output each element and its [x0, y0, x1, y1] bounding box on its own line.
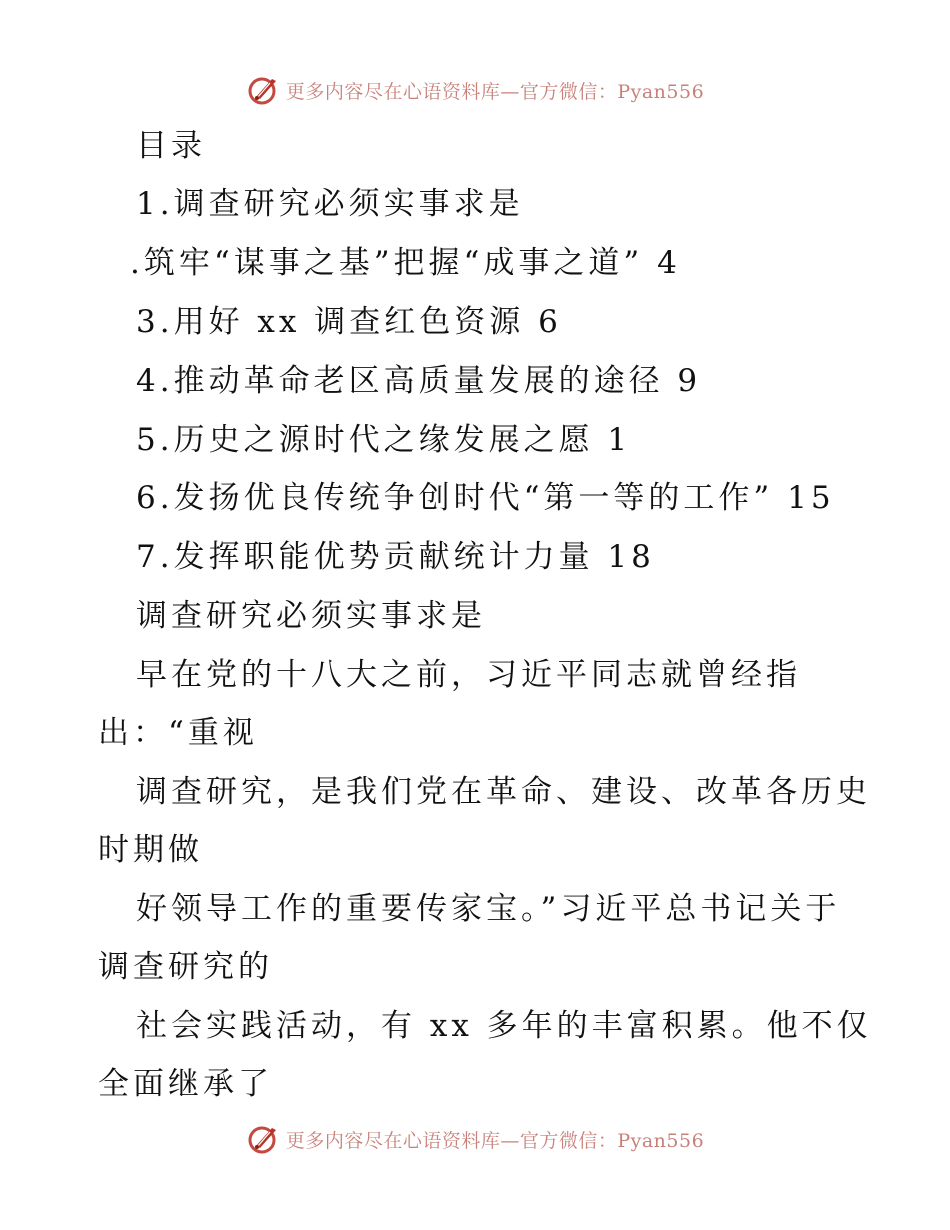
article-line: 早在党的十八大之前，习近平同志就曾经指: [136, 657, 801, 693]
toc-item: 5.历史之源时代之缘发展之愿 1: [136, 422, 632, 458]
article-title: 调查研究必须实事求是: [136, 598, 486, 634]
article-line: 好领导工作的重要传家宝。”习近平总书记关于: [136, 891, 841, 927]
toc-item: 1.调查研究必须实事求是: [136, 186, 524, 222]
quill-logo-icon: [246, 1122, 280, 1156]
quill-logo-icon: [246, 73, 280, 107]
article-line: 调查研究，是我们党在革命、建设、改革各历史: [136, 774, 871, 810]
bottom-watermark: [0, 1119, 950, 1159]
toc-item: 7.发挥职能优势贡献统计力量 18: [136, 539, 655, 575]
article-line: 出：“重视: [98, 715, 258, 751]
article-line: 时期做: [98, 832, 203, 868]
top-watermark: [0, 70, 950, 110]
article-line: 全面继承了: [98, 1066, 273, 1102]
toc-heading: 目录: [136, 128, 206, 164]
article-line: 调查研究的: [98, 949, 273, 985]
article-line: 社会实践活动，有 xx 多年的丰富积累。他不仅: [136, 1008, 872, 1044]
toc-item: 6.发扬优良传统争创时代“第一等的工作” 15: [136, 480, 835, 516]
toc-item: 3.用好 xx 调查红色资源 6: [136, 304, 562, 340]
watermark-text: 更多内容尽在心语资料库—官方微信：Pyan556: [285, 80, 705, 103]
toc-item: 4.推动革命老区高质量发展的途径 9: [136, 363, 702, 399]
toc-item: .筑牢“谋事之基”把握“成事之道” 4: [130, 245, 681, 281]
watermark-text: 更多内容尽在心语资料库—官方微信：Pyan556: [285, 1129, 705, 1152]
